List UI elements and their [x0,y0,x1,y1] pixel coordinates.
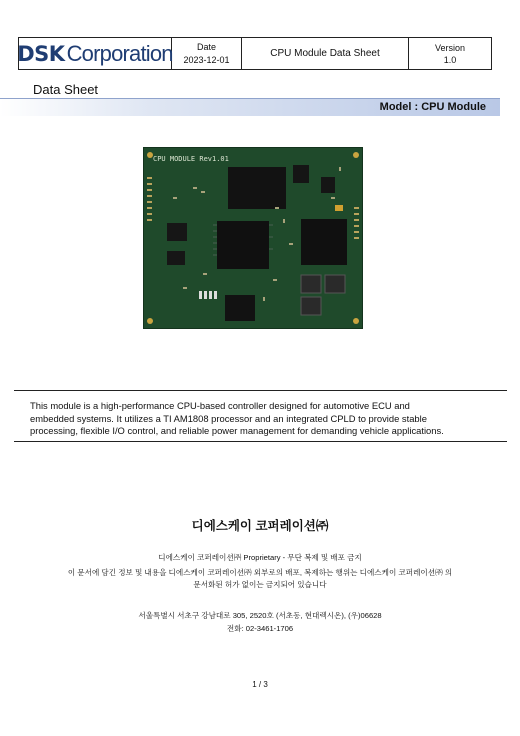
date-cell [172,38,242,69]
mounting-hole [147,152,153,158]
mounting-hole [353,318,359,324]
chip [293,165,309,183]
model-label: Model : CPU Module [379,101,486,113]
version-cell [409,38,491,69]
mounting-hole [353,152,359,158]
silkscreen-label: CPU MODULE Rev1.01 [153,155,229,163]
module-description [14,390,507,442]
doc-title-cell [242,38,409,69]
cpu-module-board-photo [143,147,363,329]
company-address: 서울특별시 서초구 강남대로 305, 2520호 (서초동, 현대렉시온), (우)06628 [138,611,382,620]
proprietary-notice: 디에스케이 코퍼레이션㈜ Proprietary - 무단 복제 및 배포 금지 [158,553,362,562]
version-value: 1.0 [443,54,457,65]
distribution-notice: 이 문서에 담긴 정보 및 내용을 디에스케이 코퍼레이션㈜ 외부로의 배포, 복제하는 행위는 디에스케이 코퍼레이션㈜ 의 [67,568,453,577]
date-label: Date [196,41,216,52]
version-label: Version [434,42,466,53]
cpu-chip [217,221,269,269]
company-name: 디에스케이 코퍼레이션㈜ [191,519,329,533]
chip [321,177,335,193]
document-header [18,37,492,70]
doc-title: CPU Module Data Sheet [270,48,380,59]
inductor [301,297,321,315]
inductor [325,275,345,293]
description-line: This module is a high-performance CPU-based controller designed for automotive ECU and [30,400,410,411]
chip [225,295,255,321]
mounting-hole [147,318,153,324]
section-title: Data Sheet [33,82,99,97]
distribution-notice-cont: 문서화된 허가 없이는 금지되어 있습니다 [193,580,327,589]
cpld-chip [301,219,347,265]
chip [167,251,185,265]
logo-dsk-text: DSK [17,41,65,66]
pcb-illustration [143,147,363,329]
company-phone: 전화: 02-3461-1706 [226,624,294,633]
page-number: 1 / 3 [252,680,268,689]
capacitor [335,205,343,211]
model-bar [0,98,500,116]
date-value: 2023-12-01 [183,54,230,65]
memory-chip [228,167,286,209]
description-line: embedded systems. It utilizes a TI AM1808 processor and an integrated CPLD to provide stable [30,412,427,424]
description-line: processing, flexible I/O control, and reliable power management for demanding vehicle applications. [30,425,444,436]
company-logo [19,38,172,69]
inductor [301,275,321,293]
chip [167,223,187,241]
logo-corporation-text: Corporation [66,40,173,66]
